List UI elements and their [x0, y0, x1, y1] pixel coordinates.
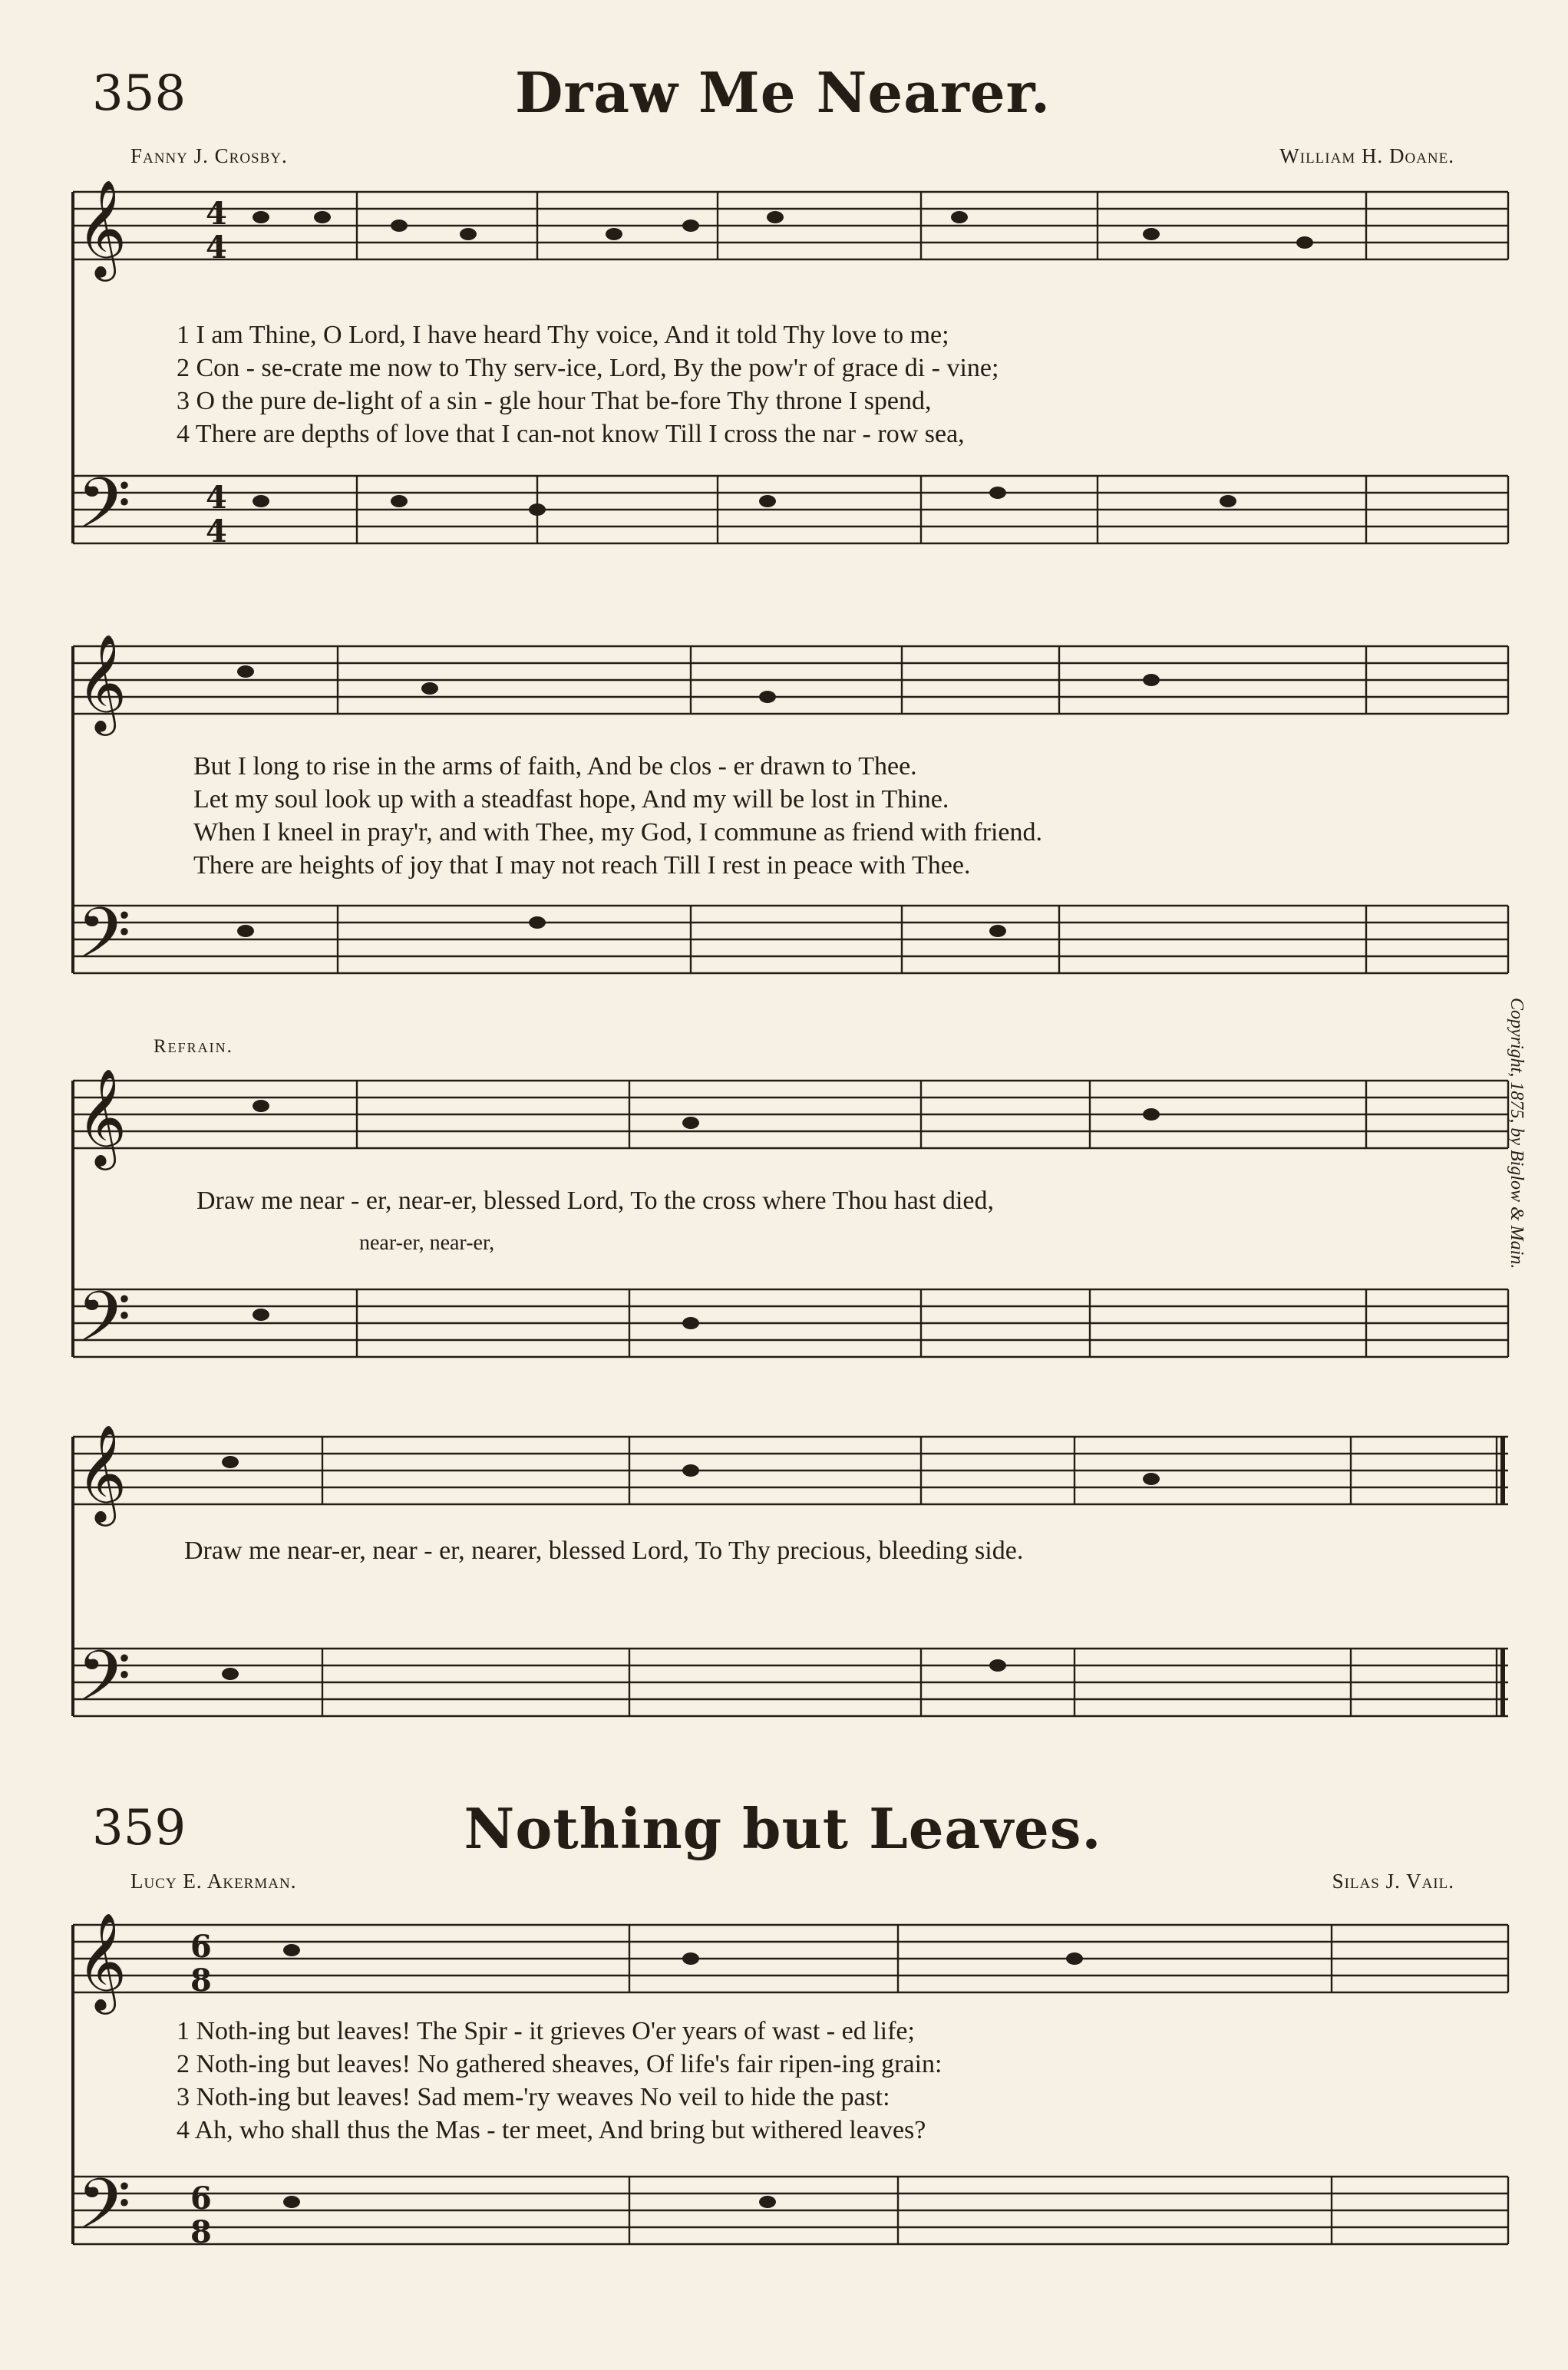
refrain-line-1: Draw me near - er, near-er, blessed Lord, To the cross where Thou hast died, — [196, 1187, 995, 1215]
svg-text:4: 4 — [206, 229, 227, 266]
hymn-number: 358 — [92, 65, 187, 122]
verse359-line-3: 3 Noth-ing but leaves! Sad mem-'ry weaves No veil to hide the past: — [177, 2083, 890, 2111]
hymn-title-359: Nothing but Leaves. — [464, 1796, 1102, 1861]
refrain-echo: near-er, near-er, — [359, 1231, 495, 1255]
verse-line-4: 4 There are depths of love that I can-not know Till I cross the nar - row sea, — [177, 420, 965, 448]
svg-text:6: 6 — [190, 2180, 212, 2217]
svg-text:𝄞: 𝄞 — [77, 1068, 127, 1166]
svg-text:6: 6 — [190, 1929, 212, 1965]
svg-text:𝄞: 𝄞 — [77, 1912, 127, 2010]
verse2-line-4: There are heights of joy that I may not reach Till I rest in peace with Thee. — [193, 851, 971, 880]
copyright-note: Copyright, 1875, by Biglow & Main. — [1507, 998, 1527, 1269]
verse2-line-1: But I long to rise in the arms of faith, And be clos - er drawn to Thee. — [193, 752, 917, 781]
lyricist-credit: Fanny J. Crosby. — [130, 144, 288, 167]
hymn-number-359: 359 — [92, 1800, 187, 1857]
verse359-line-2: 2 Noth-ing but leaves! No gathered sheaves, Of life's fair ripen-ing grain: — [177, 2050, 942, 2078]
verse359-line-4: 4 Ah, who shall thus the Mas - ter meet, And bring but withered leaves? — [177, 2116, 926, 2144]
verse2-line-2: Let my soul look up with a steadfast hope, And my will be lost in Thine. — [193, 785, 949, 814]
svg-text:4: 4 — [206, 480, 227, 516]
svg-text:𝄞: 𝄞 — [77, 1424, 127, 1522]
refrain-label: Refrain. — [153, 1036, 233, 1057]
staff-system-4 — [73, 1437, 1508, 1716]
staff-system-3 — [73, 1081, 1508, 1357]
refrain-line-2: Draw me near-er, near - er, nearer, blessed Lord, To Thy precious, bleeding side. — [184, 1537, 1024, 1565]
verse-line-1: 1 I am Thine, O Lord, I have heard Thy voice, And it told Thy love to me; — [177, 321, 949, 349]
verse359-line-1: 1 Noth-ing but leaves! The Spir - it grieves O'er years of wast - ed life; — [177, 2017, 915, 2045]
svg-text:𝄢: 𝄢 — [77, 1636, 131, 1734]
lyricist-credit-359: Lucy E. Akerman. — [130, 1870, 297, 1893]
svg-text:8: 8 — [190, 2214, 212, 2250]
svg-text:𝄢: 𝄢 — [77, 1276, 131, 1375]
composer-credit-359: Silas J. Vail. — [1332, 1870, 1454, 1893]
composer-credit: William H. Doane. — [1279, 144, 1454, 167]
svg-text:𝄢: 𝄢 — [77, 2164, 131, 2262]
svg-text:𝄞: 𝄞 — [77, 633, 127, 731]
verse-line-2: 2 Con - se-crate me now to Thy serv-ice, Lord, By the pow'r of grace di - vine; — [177, 354, 999, 382]
svg-text:4: 4 — [206, 513, 227, 550]
svg-text:𝄢: 𝄢 — [77, 893, 131, 991]
svg-text:𝄢: 𝄢 — [77, 463, 131, 561]
hymn-title: Draw Me Nearer. — [514, 60, 1051, 125]
verse2-line-3: When I kneel in pray'r, and with Thee, my God, I commune as friend with friend. — [193, 818, 1042, 847]
svg-text:𝄞: 𝄞 — [77, 179, 127, 277]
svg-text:8: 8 — [190, 1962, 212, 1999]
verse-line-3: 3 O the pure de-light of a sin - gle hour That be-fore Thy throne I spend, — [177, 387, 932, 415]
svg-text:4: 4 — [206, 196, 227, 232]
